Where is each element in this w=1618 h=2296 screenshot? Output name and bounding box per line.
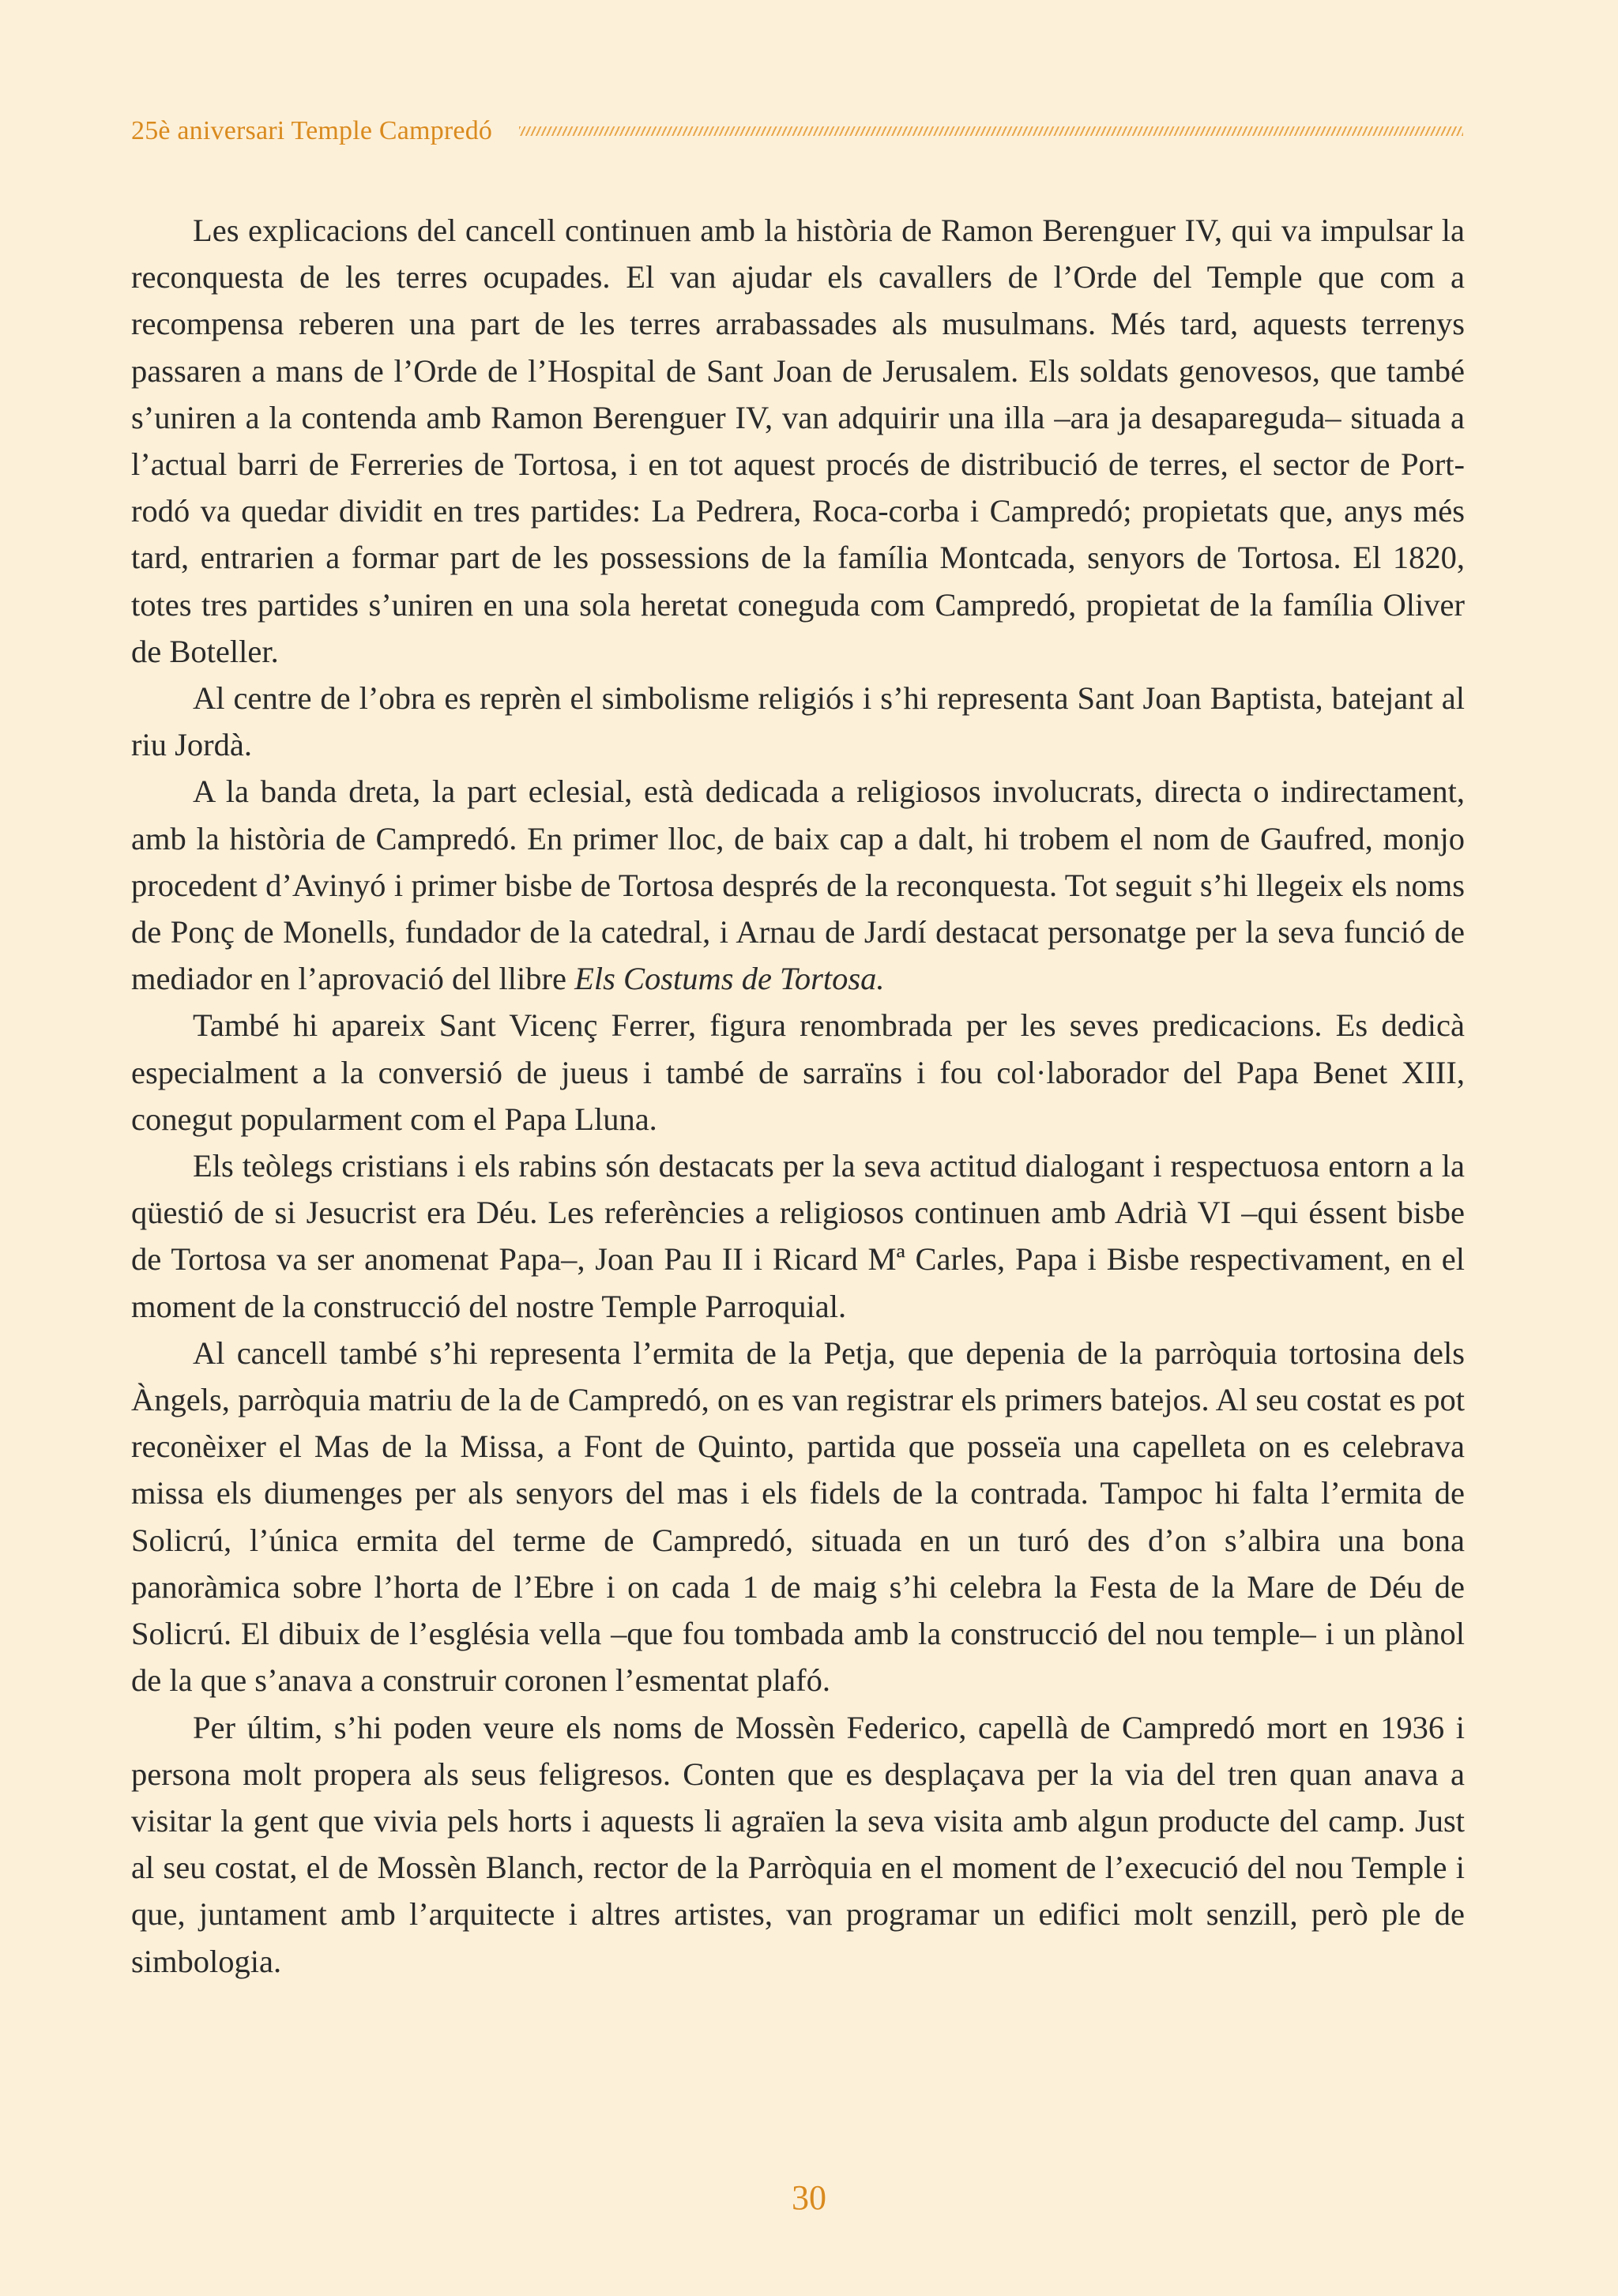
paragraph-1 (131, 207, 1465, 675)
header-title: 25è aniversari Temple Campredó (131, 116, 493, 145)
paragraph-2-text: Al centre de l’obra es reprèn el simbolisme religiós i s’hi representa Sant Joan Baptista, batejant al riu Jordà. (131, 680, 1465, 763)
header-decorative-rule (519, 126, 1463, 136)
paragraph-5-text: Els teòlegs cristians i els rabins són destacats per la seva actitud dialogant i respectuosa entorn a la qüestió de si Jesucrist era Déu. Les referències a religiosos continuen amb Adrià VI –qui éssent bisbe de Tortosa va ser anomenat Papa–, Joan Pau II i Ricard Mª Carles, Papa i Bisbe respectivament, en el moment de la construcció del nostre Temple Parroquial. (131, 1148, 1465, 1324)
paragraph-1-text: Les explicacions del cancell continuen amb la història de Ramon Berenguer IV, qui va impulsar la reconquesta de les terres ocupades. El van ajudar els cavallers de l’Orde del Temple que com a recompensa reberen una part de les terres arrabassades als musulmans. Més tard, aquests terrenys passaren a mans de l’Orde de l’Hospital de Sant Joan de Jerusalem. Els soldats genovesos, que també s’uniren a la contenda amb Ramon Berenguer IV, van adquirir una illa –ara ja desapareguda– situada a l’actual barri de Ferreries de Tortosa, i en tot aquest procés de distribució de terres, el sector de Port-rodó va quedar dividit en tres partides: La Pedrera, Roca-corba i Campredó; propietats que, anys més tard, entrarien a formar part de les possessions de la família Montcada, senyors de Tortosa. El 1820, totes tres partides s’uniren en una sola heretat coneguda com Campredó, propietat de la família Oliver de Boteller. (131, 213, 1465, 669)
paragraph-3-text: A la banda dreta, la part eclesial, està dedicada a religiosos involucrats, directa o indirectament, amb la història de Campredó. En primer lloc, de baix cap a dalt, hi trobem el nom de Gaufred, monjo procedent d’Avinyó i primer bisbe de Tortosa després de la reconquesta. Tot seguit s’hi llegeix els noms de Ponç de Monells, fundador de la catedral, i Arnau de Jardí destacat personatge per la seva funció de mediador en l’aprovació del llibre (131, 773, 1465, 997)
paragraph-6-text: Al cancell també s’hi representa l’ermita de la Petja, que depenia de la parròquia tortosina dels Àngels, parròquia matriu de la de Campredó, on es van registrar els primers batejos. Al seu costat es pot reconèixer el Mas de la Missa, a Font de Quinto, partida que posseïa una capelleta on es celebrava missa els diumenges per als senyors del mas i els fidels de la contrada. Tampoc hi falta l’ermita de Solicrú, l’única ermita del terme de Campredó, situada en un turó des d’on s’albira una bona panoràmica sobre l’horta de l’Ebre i on cada 1 de maig s’hi celebra la Festa de la Mare de Déu de Solicrú. El dibuix de l’església vella –que fou tombada amb la construcció del nou temple– i un plànol de la que s’anava a construir coronen l’esmentat plafó. (131, 1334, 1465, 1699)
paragraph-4 (131, 1002, 1465, 1142)
running-header (131, 112, 1463, 150)
paragraph-3 (131, 768, 1465, 1002)
paragraph-2 (131, 675, 1465, 768)
page-number: 30 (792, 2178, 826, 2217)
paragraph-4-text: També hi apareix Sant Vicenç Ferrer, figura renombrada per les seves predicacions. Es dedicà especialment a la conversió de jueus i també de sarraïns i fou col·laborador del Papa Benet XIII, conegut popularment com el Papa Lluna. (131, 1007, 1465, 1137)
paragraph-7 (131, 1704, 1465, 1985)
body-text (131, 207, 1465, 1985)
paragraph-7-text: Per últim, s’hi poden veure els noms de Mossèn Federico, capellà de Campredó mort en 1936 i persona molt propera als seus feligresos. Conten que es desplaçava per la via del tren quan anava a visitar la gent que vivia pels horts i aquests li agraïen la seva visita amb algun producte del camp. Just al seu costat, el de Mossèn Blanch, rector de la Parròquia en el moment de l’execució del nou Temple i que, juntament amb l’arquitecte i altres artistes, van programar un edifici molt senzill, però ple de simbologia. (131, 1709, 1465, 1979)
paragraph-5 (131, 1142, 1465, 1330)
book-title: Els Costums de Tortosa. (574, 961, 885, 997)
paragraph-6 (131, 1330, 1465, 1704)
